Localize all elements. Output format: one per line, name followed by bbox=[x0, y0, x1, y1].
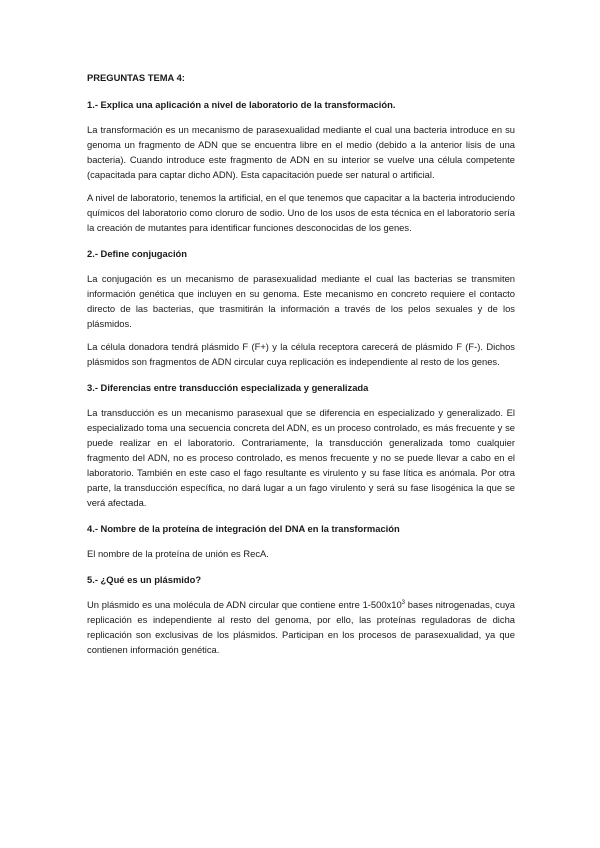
question-5-heading: 5.- ¿Qué es un plásmido? bbox=[87, 574, 202, 585]
question-2-heading: 2.- Define conjugación bbox=[87, 248, 188, 259]
question-2-paragraph-1: La conjugación es un mecanismo de parasexualidad mediante el cual las bacterias se transmiten información genética que incluyen en su genoma. Este mecanismo en concreto requiere el contacto directo de las bacterias, que trasmitirán la información a través de los pelos sexuales y de los plásmidos. bbox=[87, 273, 515, 329]
plasmid-text-end: bases nitrogenadas, cuya replicación es independiente al resto del genoma, por ello, las proteínas reguladoras de dicha replicación son exclusivas de los plásmidos. Participan en los procesos de parasexualidad, ya que contienen información genética. bbox=[87, 599, 515, 655]
question-4-paragraph-1: El nombre de la proteína de unión es RecA. bbox=[87, 548, 269, 559]
question-3-heading: 3.- Diferencias entre transducción especializada y generalizada bbox=[87, 382, 369, 393]
plasmid-text-start: Un plásmido es una molécula de ADN circular que contiene entre 1-500x10 bbox=[87, 599, 402, 610]
question-1-paragraph-2: A nivel de laboratorio, tenemos la artificial, en el que tenemos que capacitar a la bacteria introduciendo químicos del laboratorio como cloruro de sodio. Uno de los usos de esta técnica en el laboratorio sería la creación de mutantes para identificar funciones desconocidas de los genes. bbox=[87, 192, 515, 233]
question-5-paragraph-1 bbox=[87, 597, 515, 657]
question-2-paragraph-2: La célula donadora tendrá plásmido F (F+) y la célula receptora carecerá de plásmido F (F-). Dichos plásmidos son fragmentos de ADN circular cuya replicación es independiente al resto de los genes. bbox=[87, 341, 515, 367]
document-title: PREGUNTAS TEMA 4: bbox=[87, 72, 185, 83]
question-4-heading: 4.- Nombre de la proteína de integración del DNA en la transformación bbox=[87, 523, 400, 534]
exponent-superscript: 3 bbox=[401, 599, 405, 606]
question-1-heading: 1.- Explica una aplicación a nivel de laboratorio de la transformación. bbox=[87, 99, 396, 110]
question-3-paragraph-1: La transducción es un mecanismo parasexual que se diferencia en especializado y generalizado. El especializado toma una secuencia concreta del ADN, es un proceso controlado, es más frecuente y se puede realizar en el laboratorio. Contrariamente, la transducción generalizada tomo cualquier fragmento del ADN, no es proceso controlado, es menos frecuente y no se puede llevar a cabo en el laboratorio. También en este caso el fago resultante es virulento y su fase lítica es anómala. Por otra parte, la transducción específica, no dará lugar a un fago virulento y será su fase lisogénica la que se verá afectada. bbox=[87, 407, 515, 508]
document-body bbox=[87, 70, 515, 665]
question-1-paragraph-1: La transformación es un mecanismo de parasexualidad mediante el cual una bacteria introduce en su genoma un fragmento de ADN que se encuentra libre en el medio (debido a la anterior lisis de una bacteria). Cuando introduce este fragmento de ADN en su interior se vuelve una célula competente (capacitada para captar dicho ADN). Esta capacitación puede ser natural o artificial. bbox=[87, 124, 515, 180]
